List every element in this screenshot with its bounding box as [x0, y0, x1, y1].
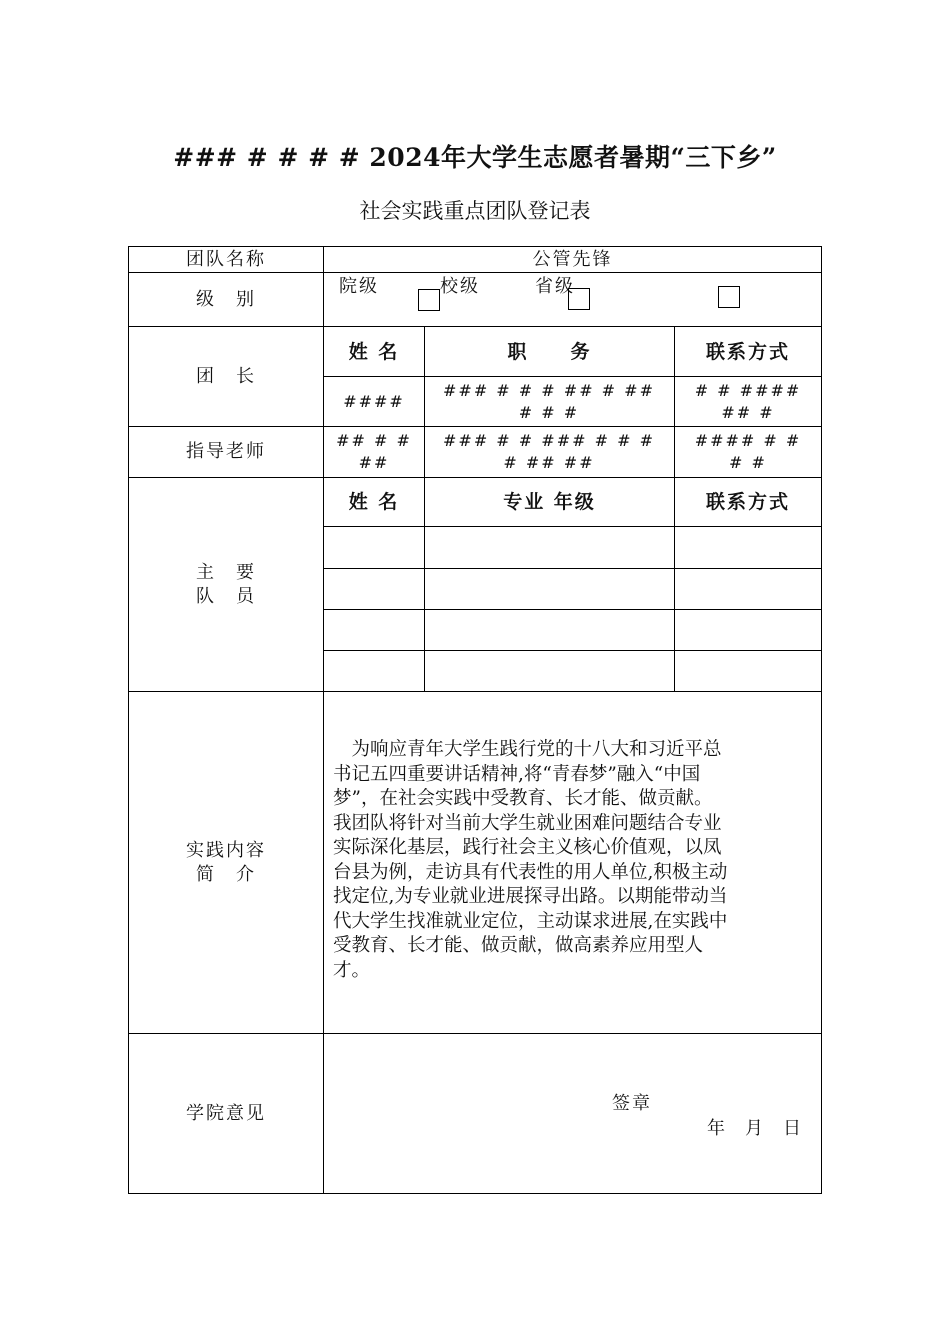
leader-duty: ### # # # ## # ## # # #: [443, 380, 655, 422]
college-opinion-label: 学院意见: [186, 1102, 266, 1124]
leader-duty-header: 职 务: [507, 340, 592, 363]
date-label: 年 月 日: [707, 1118, 802, 1139]
province-level-checkbox[interactable]: [718, 286, 740, 308]
advisor-contact: #### # # # #: [694, 431, 802, 472]
advisor-label: 指导老师: [186, 441, 266, 462]
summary-line: 实际深化基层，践行社会主义核心价值观，以凤: [333, 837, 722, 858]
members-label-line2: 队 员: [196, 585, 256, 607]
summary-line: 台县为例，走访具有代表性的用人单位,积极主动: [333, 861, 728, 883]
members-major-header: 专业 年级: [503, 491, 596, 513]
summary-line: 代大学生找准就业定位，主动谋求进展,在实践中: [333, 910, 728, 932]
document-title: ### # # # # 2024年大学生志愿者暑期“三下乡”: [173, 143, 777, 172]
members-label-line1: 主 要: [196, 561, 256, 583]
leader-contact: # # #### ## #: [694, 380, 802, 422]
leader-label: 团 长: [196, 365, 256, 387]
summary-text: [333, 738, 811, 983]
member-row-empty[interactable]: [324, 569, 821, 609]
member-row-empty[interactable]: [324, 651, 821, 691]
summary-line: 找定位,为专业就业进展探寻出路。以期能带动当: [333, 886, 728, 907]
seal-label: 签章: [612, 1093, 652, 1114]
summary-label-line2: 简 介: [196, 863, 256, 885]
advisor-name: ## # # ##: [336, 431, 412, 472]
summary-label-line1: 实践内容: [186, 839, 266, 861]
college-level-checkbox[interactable]: [418, 289, 440, 311]
level-option-school: 校级: [440, 276, 480, 297]
summary-line: 书记五四重要讲话精神,将“青春梦”融入“中国: [333, 763, 701, 785]
members-name-header: 姓 名: [348, 491, 400, 513]
summary-line: 梦”，在社会实践中受教育、长才能、做贡献。: [333, 788, 713, 809]
document-subtitle: 社会实践重点团队登记表: [359, 199, 591, 223]
table-border-bottom: [128, 1193, 822, 1194]
summary-line: 我团队将针对当前大学生就业困难问题结合专业: [333, 812, 722, 834]
leader-name-header: 姓 名: [348, 340, 400, 363]
leader-contact-header: 联系方式: [705, 340, 790, 363]
level-option-province: 省级: [535, 276, 575, 297]
member-row-empty[interactable]: [324, 527, 821, 568]
summary-line: 受教育、长才能、做贡献，做高素养应用型人: [333, 935, 704, 956]
team-name-value: 公管先锋: [532, 248, 613, 270]
team-name-label: 团队名称: [186, 248, 266, 270]
summary-label: [129, 692, 323, 1033]
leader-name: ####: [343, 391, 405, 411]
summary-line: 为响应青年大学生践行党的十八大和习近平总: [333, 739, 722, 760]
table-border-right: [821, 246, 822, 1194]
level-option-college: 院级: [339, 276, 379, 297]
members-label: [129, 478, 323, 691]
member-row-empty[interactable]: [324, 610, 821, 650]
level-label: 级 别: [196, 288, 256, 310]
advisor-duty: ### # # ### # # # # ## ##: [443, 431, 655, 472]
school-level-checkbox[interactable]: [568, 288, 590, 310]
summary-line: 才。: [333, 959, 371, 981]
members-contact-header: 联系方式: [705, 491, 790, 513]
